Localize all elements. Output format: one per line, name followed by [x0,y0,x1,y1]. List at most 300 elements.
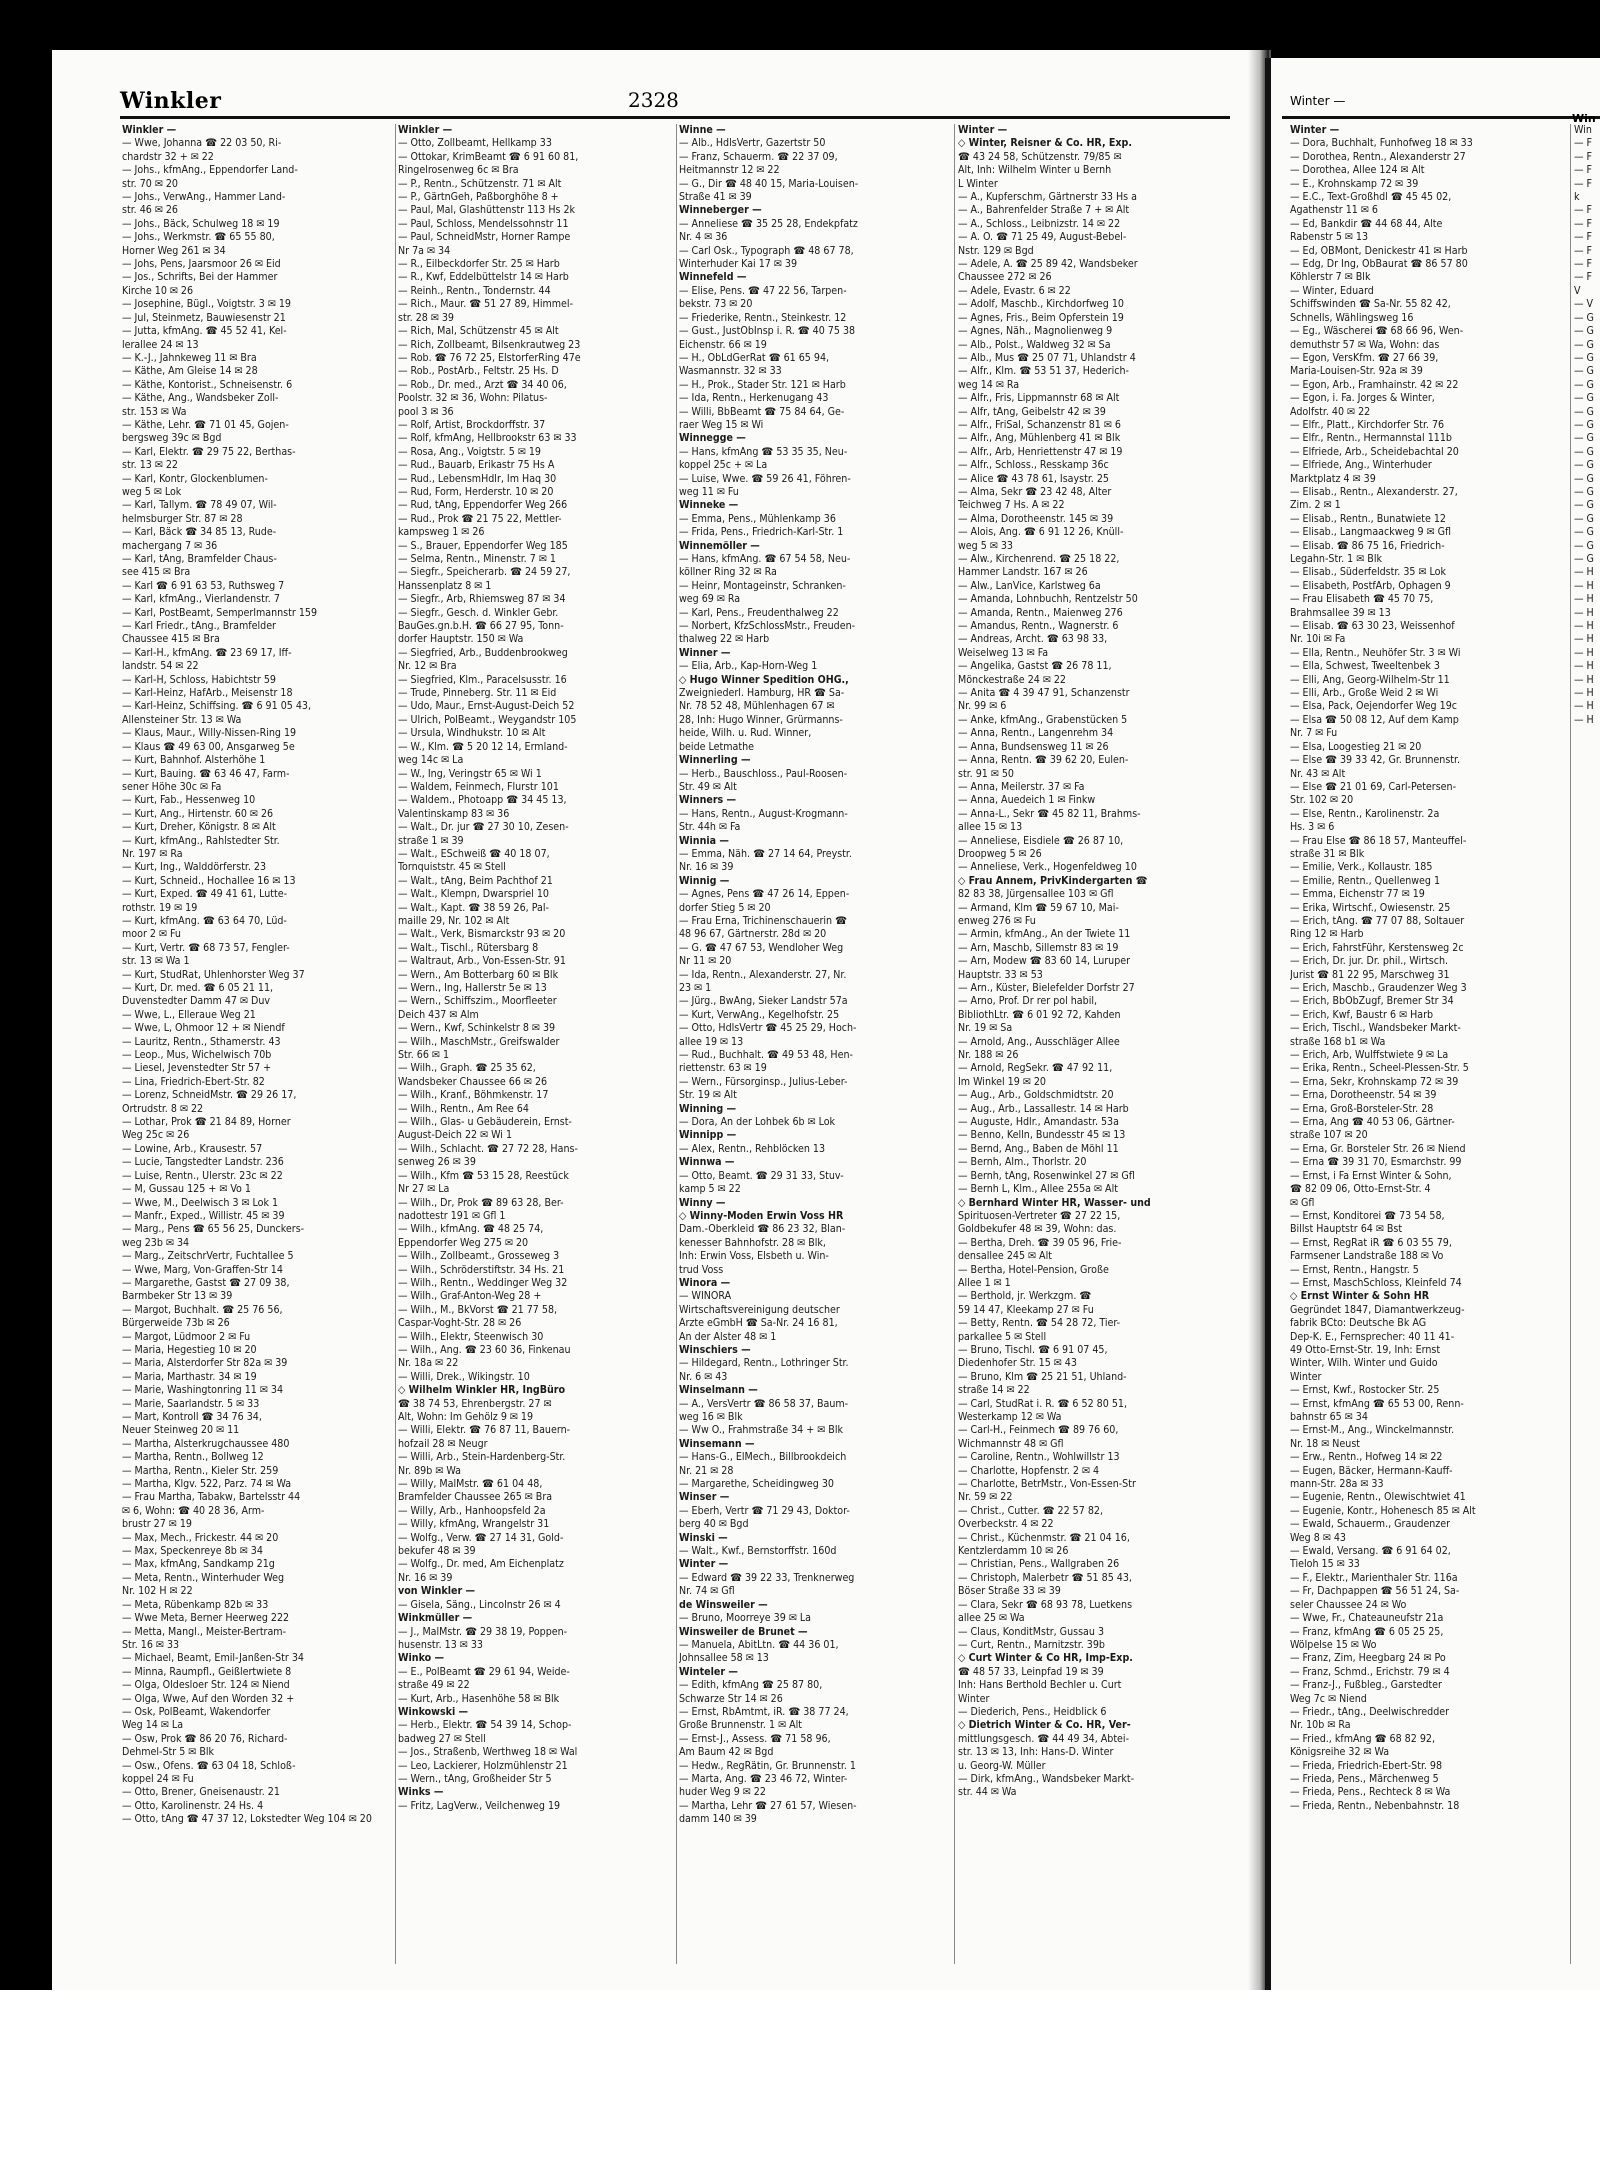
directory-entry-line: weg 5 ✉ Lok [122,485,182,498]
directory-entry-line: Winter — [1290,124,1340,136]
directory-entry-line: — Hedw., RegRätin, Gr. Brunnenstr. 1 [679,1759,856,1772]
directory-entry-line: — Kurt, VerwAng., Kegelhofstr. 25 [679,1008,840,1021]
directory-entry-line: — Egon, VersKfm. ☎ 27 66 39, [1290,351,1439,364]
directory-entry-line: — Erw., Rentn., Hofweg 14 ✉ 22 [1290,1451,1443,1464]
directory-entry-line: Diedenhofer Str. 15 ✉ 43 [958,1357,1077,1370]
directory-entry-line: — Kurt, Bahnhof. Alsterhöhe 1 [122,754,266,767]
directory-entry-line: — Bruno, Tischl. ☎ 6 91 07 45, [958,1343,1108,1356]
directory-entry-line: — Paul, Schloss, Mendelssohnstr 11 [398,217,569,230]
directory-entry-line: Nr. 197 ✉ Ra [122,847,183,860]
directory-entry-line: — Hans, kfmAng. ☎ 67 54 58, Neu- [679,553,851,565]
directory-entry-line: — Elisab. ☎ 86 75 16, Friedrich- [1290,539,1445,552]
directory-entry-line: Winko — [398,1652,445,1665]
directory-entry-line: de Winsweiler — [679,1598,768,1611]
directory-entry-line: — Frau Elisabeth ☎ 45 70 75, [1290,593,1434,606]
directory-entry-line: — G [1574,553,1594,565]
directory-entry-line: — Frieda, Friedrich-Ebert-Str. 98 [1290,1759,1443,1772]
directory-entry-line: Winsweiler de Brunet — [679,1625,808,1638]
directory-entry-line: — Ewald, Versang. ☎ 6 91 64 02, [1290,1545,1451,1558]
directory-entry-line: Am Baum 42 ✉ Bgd [679,1746,774,1759]
directory-entry-line: — Amandus, Rentn., Wagnerstr. 6 [958,620,1119,633]
directory-entry-line: — G., Dir ☎ 48 40 15, Maria-Louisen- [679,177,859,190]
directory-entry-line: — Wern., Kwf, Schinkelstr 8 ✉ 39 [398,1022,556,1035]
directory-entry-line: Winkmüller — [398,1612,473,1625]
directory-entry-line: machergang 7 ✉ 36 [122,539,218,552]
directory-entry-line: — Alw., Kirchenrend. ☎ 25 18 22, [958,553,1120,565]
page-title: Winkler [120,88,222,114]
directory-entry-line: bekstr. 73 ✉ 20 [679,298,753,311]
directory-entry-line: — Margot, Lüdmoor 2 ✉ Fu [122,1330,251,1343]
directory-entry-line: ✉ Gfl [1290,1196,1315,1209]
directory-entry-line: Marktplatz 4 ✉ 39 [1290,472,1376,485]
directory-entry-line: heide, Wilh. u. Rud. Winner, [679,727,812,740]
directory-entry-line: — Norbert, KfzSchlossMstr., Freuden- [679,620,856,633]
directory-entry-line: Agathenstr 11 ✉ 6 [1290,204,1378,217]
directory-entry-line: Weg 8 ✉ 43 [1290,1531,1346,1544]
directory-entry-line: Mönckestraße 24 ✉ 22 [958,673,1066,686]
directory-entry-line: — Reinh., Rentn., Tondernstr. 44 [398,284,551,297]
directory-entry-line: Nr 27 ✉ La [398,1183,450,1196]
directory-entry-line: koppel 24 ✉ Fu [122,1772,194,1785]
directory-entry-line: damm 140 ✉ 39 [679,1813,757,1826]
directory-entry-line: — Walt., Klempn, Dwarspriel 10 [398,888,549,901]
directory-entry-line: allee 19 ✉ 13 [679,1035,744,1048]
directory-entry-line: Winnerling — [679,754,751,767]
directory-entry-line: — Rob., PostArb., Feltstr. 25 Hs. D [398,365,559,378]
directory-entry-line: Maria-Louisen-Str. 92a ✉ 39 [1290,365,1423,378]
directory-entry-line: — Rud., Buchhalt. ☎ 49 53 48, Hen- [679,1049,853,1062]
directory-entry-line: — F., Elektr., Marienthaler Str. 116a [1290,1571,1458,1584]
directory-entry-line: — Karl Friedr., tAng., Bramfelder [122,620,276,633]
directory-entry-line: — Anna, Auedeich 1 ✉ Finkw [958,794,1096,807]
directory-entry-line: — Käthe, Ang., Wandsbeker Zoll- [122,392,279,405]
directory-entry-line: — Emma, Pens., Mühlenkamp 36 [679,512,836,525]
directory-entry-line: — Edith, kfmAng ☎ 25 87 80, [679,1679,823,1692]
directory-entry-line: Goldbekufer 48 ✉ 39, Wohn: das. [958,1223,1117,1236]
directory-entry-line: — Adele, A. ☎ 25 89 42, Wandsbeker [958,258,1138,271]
directory-entry-line: — Wolfg., Dr. med, Am Eichenplatz [398,1558,564,1571]
directory-entry-line: Wölpelse 15 ✉ Wo [1290,1638,1377,1651]
column-divider [395,124,396,1964]
directory-entry-line: — E.C., Text-Großhdl ☎ 45 45 02, [1290,191,1452,204]
directory-entry-line: — Johs, Pens, Jaarsmoor 26 ✉ Eid [122,258,281,271]
directory-entry-line: mann-Str. 28a ✉ 33 [1290,1478,1384,1491]
directory-entry-line: 59 14 47, Kleekamp 27 ✉ Fu [958,1303,1094,1316]
page-header [120,88,1220,114]
directory-entry-line: — Frieda, Rentn., Nebenbahnstr. 18 [1290,1799,1460,1812]
directory-entry-line: ◇ Frau Annem, PrivKindergarten ☎ [958,874,1148,887]
directory-entry-line: ☎ 82 09 06, Otto-Ernst-Str. 4 [1290,1183,1431,1196]
directory-entry-line: — Johs., Bäck, Schulweg 18 ✉ 19 [122,217,280,230]
directory-entry-line: — Alois, Ang. ☎ 6 91 12 26, Knüll- [958,526,1124,539]
directory-entry-line: str. 13 ✉ Wa 1 [122,955,190,968]
directory-entry-line: Winneke — [679,499,739,512]
directory-entry-line: — Luise, Rentn., Ulerstr. 23c ✉ 22 [122,1169,283,1182]
directory-entry-line: Duvenstedter Damm 47 ✉ Duv [122,995,271,1008]
directory-entry-line: brustr 27 ✉ 19 [122,1518,192,1531]
directory-entry-line: str. 91 ✉ 50 [958,767,1014,780]
directory-entry-line: chardstr 32 + ✉ 22 [122,150,214,163]
directory-entry-line: — Alice ☎ 43 78 61, Isaystr. 25 [958,472,1109,485]
directory-entry-line: — Eugenie, Rentn., Olewischtwiet 41 [1290,1491,1466,1504]
directory-entry-line: — Egon, Arb., Framhainstr. 42 ✉ 22 [1290,378,1459,391]
directory-entry-line: Kentzlerdamm 10 ✉ 26 [958,1545,1069,1558]
directory-entry-line: — Willi, Arb., Stein-Hardenberg-Str. [398,1451,566,1464]
directory-entry-line: — Dora, An der Lohbek 6b ✉ Lok [679,1116,836,1129]
directory-entry-line: — Kurt, Ing., Walddörferstr. 23 [122,861,267,874]
directory-entry-line: — Otto, Beamt. ☎ 29 31 33, Stuv- [679,1169,844,1182]
directory-entry-line: — Elfriede, Arb., Scheidebachtal 20 [1290,445,1459,458]
directory-entry-line: Hanssenplatz 8 ✉ 1 [398,579,492,592]
directory-entry-line: Nr 7a ✉ 34 [398,244,451,257]
directory-entry-line: — Martha, Klgv. 522, Parz. 74 ✉ Wa [122,1478,292,1491]
directory-entry-line: — Wilh., Rentn., Am Ree 64 [398,1102,529,1115]
directory-entry-line: Poolstr. 32 ✉ 36, Wohn: Pilatus- [398,392,548,405]
directory-entry-line: ◇ Dietrich Winter & Co. HR, Ver- [958,1719,1131,1732]
directory-entry-line: str. 13 ✉ 22 [122,459,178,472]
directory-entry-line: — Fried., kfmAng ☎ 68 82 92, [1290,1732,1435,1745]
directory-entry-line: Brahmsallee 39 ✉ 13 [1290,606,1391,619]
directory-entry-line: landstr. 54 ✉ 22 [122,660,199,673]
directory-entry-line: — Bernh, Alm., Thorlstr. 20 [958,1156,1087,1169]
directory-entry-line: Droopweg 5 ✉ 26 [958,847,1042,860]
directory-entry-line: — Bruno, Moorreye 39 ✉ La [679,1612,811,1625]
directory-entry-line: Winter, Wilh. Winter und Guido [1290,1357,1438,1370]
directory-entry-line: — Karl-Heinz, Schiffsing. ☎ 6 91 05 43, [122,700,311,713]
directory-entry-line: — Armin, kfmAng., An der Twiete 11 [958,928,1131,941]
directory-entry-line: — Johs., VerwAng., Hammer Land- [122,191,286,204]
directory-entry-line: — Ernst, Kwf., Rostocker Str. 25 [1290,1384,1440,1397]
directory-entry-line: — Erich, FahrstFühr, Kerstensweg 2c [1290,941,1464,954]
directory-entry-line: — Karl ☎ 6 91 63 53, Ruthsweg 7 [122,579,285,592]
directory-entry-line: — H [1574,566,1594,579]
directory-entry-line: — Otto, Karolinenstr. 24 Hs. 4 [122,1799,264,1812]
directory-entry-line: dorfer Hauptstr. 150 ✉ Wa [398,633,524,646]
directory-entry-line: — Alb., Mus ☎ 25 07 71, Uhlandstr 4 [958,351,1136,364]
directory-entry-line: — H [1574,593,1594,606]
directory-entry-line: Königsreihe 32 ✉ Wa [1290,1746,1390,1759]
directory-entry-line: — Willy, kfmAng, Wrangelstr 31 [398,1518,550,1531]
directory-entry-line: — Eugenie, Kontr., Hohenesch 85 ✉ Alt [1290,1504,1476,1517]
directory-entry-line: Billst Hauptstr 64 ✉ Bst [1290,1223,1403,1236]
directory-entry-line: — Willy, Arb., Hanhoopsfeld 2a [398,1504,546,1517]
directory-entry-line: — W., Klm. ☎ 5 20 12 14, Ermland- [398,740,568,753]
directory-entry-line: — Elisab., Rentn., Bunatwiete 12 [1290,512,1446,525]
directory-entry-line: Nr. 16 ✉ 39 [679,861,734,874]
directory-entry-line: — Alfr., FriSal, Schanzenstr 81 ✉ 6 [958,418,1121,431]
directory-entry-line: — Wilh., Ang. ☎ 23 60 36, Finkenau [398,1343,571,1356]
directory-entry-line: — Eberh, Vertr ☎ 71 29 43, Doktor- [679,1504,850,1517]
directory-entry-line: — Fritz, LagVerw., Veilchenweg 19 [398,1799,561,1812]
directory-entry-line: — Elli, Ang, Georg-Wilhelm-Str 11 [1290,673,1450,686]
directory-entry-line: — Lauritz, Rentn., Sthamerstr. 43 [122,1035,281,1048]
directory-entry-line: — Willi, Drek., Wikingstr. 10 [398,1370,530,1383]
directory-entry-line: — Lothar, Prok ☎ 21 84 89, Horner [122,1116,291,1129]
directory-entry-line: — G [1574,472,1594,485]
directory-entry-line: — Herb., Elektr. ☎ 54 39 14, Schop- [398,1719,572,1732]
directory-entry-line: — Rolf, kfmAng, Hellbrookstr 63 ✉ 33 [398,432,577,445]
directory-entry-line: Köhlerstr 7 ✉ Blk [1290,271,1371,284]
directory-entry-line: — Arn, Modew ☎ 83 60 14, Luruper [958,955,1131,968]
directory-entry-line: — Rob., Dr. med., Arzt ☎ 34 40 06, [398,378,567,391]
directory-entry-line: straße 1 ✉ 39 [398,834,464,847]
directory-entry-line: rothstr. 19 ✉ 19 [122,901,198,914]
directory-entry-line: — G [1574,392,1594,405]
directory-entry-line: Nr. 74 ✉ Gfl [679,1585,735,1598]
directory-entry-line: Nr. 21 ✉ 28 [679,1464,734,1477]
directory-entry-line: bergsweg 39c ✉ Bgd [122,432,222,445]
directory-entry-line: ◇ Winter, Reisner & Co. HR, Exp. [958,137,1132,150]
directory-entry-line: — Carl Osk., Typograph ☎ 48 67 78, [679,244,854,257]
directory-entry-line: — H [1574,646,1594,659]
directory-entry-line: — Elfriede, Ang., Winterhuder [1290,459,1432,472]
directory-entry-line: — Edward ☎ 39 22 33, Trenknerweg [679,1571,855,1584]
directory-entry-line: — Berthold, jr. Werkzgm. ☎ [958,1290,1092,1303]
directory-entry-line: Nr. 10i ✉ Fa [1290,633,1346,646]
directory-entry-line: Heitmannstr 12 ✉ 22 [679,164,780,177]
directory-entry-line: — Karl, Tallym. ☎ 78 49 07, Wil- [122,499,277,512]
directory-entry-line: — Friedr., tAng., Deelwischredder [1290,1705,1450,1718]
directory-entry-line: — Herb., Bauschloss., Paul-Roosen- [679,767,848,780]
right-page-edge-heading: Win [1572,112,1596,125]
directory-entry-line: — K.-J., Jahnkeweg 11 ✉ Bra [122,351,257,364]
directory-entry-line: Bramfelder Chaussee 265 ✉ Bra [398,1491,553,1504]
directory-entry-line: str. 28 ✉ 39 [398,311,454,324]
directory-entry-line: — F [1574,271,1593,284]
directory-entry-line: — Winter, Eduard [1290,284,1374,297]
directory-entry-line: — Wern., tAng, Großheider Str 5 [398,1772,552,1785]
directory-entry-line: fabrik BCto: Deutsche Bk AG [1290,1317,1427,1330]
directory-entry-line: Winny — [679,1196,726,1209]
directory-entry-line: Nr. 18 ✉ Neust [1290,1437,1361,1450]
directory-entry-line: Allee 1 ✉ 1 [958,1276,1011,1289]
directory-entry-line: — Erna, Gr. Borsteler Str. 26 ✉ Niend [1290,1142,1466,1155]
directory-entry-line: — Emilie, Rentn., Quellenweg 1 [1290,874,1441,887]
directory-entry-line: von Winkler — [398,1585,476,1598]
directory-entry-line: — Rich, Zollbeamt, Bilsenkrautweg 23 [398,338,581,351]
directory-entry-line: — Kurt, kfmAng., Rahlstedter Str. [122,834,280,847]
directory-entry-line: Jurist ☎ 81 22 95, Marschweg 31 [1290,968,1450,981]
directory-entry-line: — Ursula, Windhukstr. 10 ✉ Alt [398,727,546,740]
directory-entry-line: demuthstr 57 ✉ Wa, Wohn: das [1290,338,1440,351]
directory-entry-line: — Ella, Schwest, Tweeltenbek 3 [1290,660,1440,673]
directory-entry-line: — Rolf, Artist, Brockdorffstr. 37 [398,418,546,431]
directory-entry-line: huder Weg 9 ✉ 22 [679,1786,766,1799]
directory-entry-line: Nr. 16 ✉ 39 [398,1571,453,1584]
directory-entry-line: Dep-K. E., Fernsprecher: 40 11 41- [1290,1330,1455,1343]
directory-entry-line: Str. 102 ✉ 20 [1290,794,1354,807]
directory-entry-line: Ring 12 ✉ Harb [1290,928,1364,941]
directory-entry-line: — Arnold, RegSekr. ☎ 47 92 11, [958,1062,1113,1075]
directory-entry-line: — Leop., Mus, Wichelwisch 70b [122,1049,272,1062]
directory-entry-line: — Siegfr., Speicherarb. ☎ 24 59 27, [398,566,571,579]
directory-entry-line: maille 29, Nr. 102 ✉ Alt [398,914,510,927]
directory-entry-line: — Willi, BbBeamt ☎ 75 84 64, Ge- [679,405,845,418]
directory-entry-line: — Kurt, Schneid., Hochallee 16 ✉ 13 [122,874,296,887]
directory-entry-line: Zim. 2 ✉ 1 [1290,499,1341,512]
directory-entry-line: — Arn., Küster, Bielefelder Dorfstr 27 [958,982,1135,994]
directory-entry-line: — Lina, Friedrich-Ebert-Str. 82 [122,1075,265,1088]
directory-entry-line: — Marta, Ang. ☎ 23 46 72, Winter- [679,1772,848,1785]
directory-entry-line: — Frau Else ☎ 86 18 57, Manteuffel- [1290,834,1467,847]
scan-border-left [0,0,52,1990]
directory-entry-line: u. Georg-W. Müller [958,1759,1046,1772]
directory-entry-line: Winners — [679,794,737,807]
directory-entry-line: senweg 26 ✉ 39 [398,1156,476,1169]
column-divider [1570,124,1571,1964]
directory-entry-line: Alt, Inh: Wilhelm Winter u Bernh [958,164,1112,177]
directory-entry-line: — F [1574,258,1593,271]
directory-entry-line: — H [1574,673,1594,686]
header-rule-right [1282,116,1600,119]
directory-entry-line: — G [1574,485,1594,498]
directory-entry-line: — Adolf, Maschb., Kirchdorfweg 10 [958,298,1124,311]
directory-entry-line: — Jürg., BwAng, Sieker Landstr 57a [679,995,848,1008]
directory-entry-line: see 415 ✉ Bra [122,566,191,579]
directory-entry-line: — R., Eilbeckdorfer Str. 25 ✉ Harb [398,258,560,271]
directory-entry-line: Nr. 43 ✉ Alt [1290,767,1346,780]
directory-entry-line: — Liesel, Jevenstedter Str 57 + [122,1062,272,1075]
directory-entry-line: — Wilh., Dr, Prok ☎ 89 63 28, Ber- [398,1196,564,1209]
directory-entry-line: — Karl-H., kfmAng. ☎ 23 69 17, Iff- [122,646,292,659]
directory-column-6-partial [1574,124,1600,1964]
directory-entry-line: Winnia — [679,834,729,847]
directory-entry-line: — Martha, Alsterkrugchaussee 480 [122,1437,290,1450]
directory-entry-line: — Angelika, Gastst ☎ 26 78 11, [958,660,1112,673]
directory-entry-line: Inh: Erwin Voss, Elsbeth u. Win- [679,1250,829,1263]
directory-entry-line: — P., Rentn., Schützenstr. 71 ✉ Alt [398,177,562,190]
directory-entry-line: — Alw., LanVice, Karlstweg 6a [958,579,1101,592]
directory-entry-line: — G [1574,539,1594,552]
directory-entry-line: — Arno, Prof. Dr rer pol habil, [958,995,1098,1008]
directory-entry-line: — Anita ☎ 4 39 47 91, Schanzenstr [958,687,1130,700]
directory-entry-line: BauGes.gn.b.H. ☎ 66 27 95, Tonn- [398,620,564,633]
directory-entry-line: Winser — [679,1491,730,1504]
directory-entry-line: — Anneliese ☎ 35 25 28, Endekpfatz [679,217,858,230]
directory-entry-line: — Dirk, kfmAng., Wandsbeker Markt- [958,1772,1135,1785]
directory-column-1 [122,124,392,1964]
directory-entry-line: — Anna, Rentn. ☎ 39 62 20, Eulen- [958,754,1129,767]
directory-entry-line: Hammer Landstr. 167 ✉ 26 [958,566,1088,579]
directory-column-3 [679,124,951,1964]
directory-entry-line: — G [1574,499,1594,512]
directory-entry-line: — Kurt, Exped. ☎ 49 41 61, Lutte- [122,888,288,901]
directory-entry-line: Hauptstr. 33 ✉ 53 [958,968,1043,981]
directory-entry-line: — Osw, Prok ☎ 86 20 76, Richard- [122,1732,288,1745]
directory-entry-line: riettenstr. 63 ✉ 19 [679,1062,767,1075]
directory-entry-line: Hs. 3 ✉ 6 [1290,821,1335,834]
directory-entry-line: — Curt, Rentn., Marnitzstr. 39b [958,1638,1105,1651]
directory-entry-line: — Elfr., Rentn., Hermannstal 111b [1290,432,1452,445]
directory-entry-line: — S., Brauer, Eppendorfer Weg 185 [398,539,568,552]
directory-entry-line: — Kurt, kfmAng. ☎ 63 64 70, Lüd- [122,914,287,927]
directory-entry-line: — A. O. ☎ 71 25 49, August-Bebel- [958,231,1127,244]
directory-entry-line: Deich 437 ✉ Alm [398,1008,479,1021]
directory-entry-line: — Anneliese, Verk., Hogenfeldweg 10 [958,861,1137,874]
directory-entry-line: V [1574,284,1581,297]
directory-entry-line: badweg 27 ✉ Stell [398,1732,486,1745]
directory-entry-line: Im Winkel 19 ✉ 20 [958,1075,1046,1088]
directory-entry-line: — Siegfried, Klm., Paracelsusstr. 16 [398,673,567,686]
directory-entry-line: Teichweg 7 Hs. A ✉ 22 [958,499,1065,512]
directory-entry-line: — Luise, Wwe. ☎ 59 26 41, Föhren- [679,472,851,485]
directory-entry-line: — Rud, Form, Herderstr. 10 ✉ 20 [398,485,554,498]
directory-entry-line: 23 ✉ 1 [679,982,712,994]
directory-entry-line: — WINORA [679,1290,732,1303]
directory-entry-line: — Bernh L, Klm., Allee 255a ✉ Alt [958,1183,1118,1196]
directory-entry-line: — Emilie, Verk., Kollaustr. 185 [1290,861,1433,874]
directory-entry-line: berg 40 ✉ Bgd [679,1518,749,1531]
directory-entry-line: — Manuela, AbitLtn. ☎ 44 36 01, [679,1638,839,1651]
directory-entry-line: — Elli, Arb., Große Weid 2 ✉ Wi [1290,687,1439,700]
directory-entry-line: Straße 41 ✉ 39 [679,191,752,204]
directory-entry-line: — H [1574,660,1594,673]
directory-entry-line: — F [1574,137,1593,150]
directory-entry-line: Eppendorfer Weg 275 ✉ 20 [398,1236,529,1249]
directory-entry-line: L Winter [958,177,998,190]
directory-entry-line: — Jutta, kfmAng. ☎ 45 52 41, Kel- [122,325,287,338]
directory-entry-line: — Wilh., Glas- u Gebäuderein, Ernst- [398,1116,572,1129]
directory-entry-line: Bürgerweide 73b ✉ 26 [122,1317,230,1330]
directory-entry-line: Winter — [679,1558,729,1571]
directory-entry-line: — Otto, HdlsVertr ☎ 45 25 29, Hoch- [679,1022,857,1035]
directory-entry-line: kenesser Bahnhofstr. 28 ✉ Blk, [679,1236,826,1249]
directory-entry-line: 49 Otto-Ernst-Str. 19, Inh: Ernst [1290,1343,1441,1356]
directory-entry-line: — Trude, Pinneberg. Str. 11 ✉ Eid [398,687,557,700]
directory-entry-line: — Erna ☎ 39 31 70, Esmarchstr. 99 [1290,1156,1462,1169]
directory-entry-line: — Wern., Fürsorginsp., Julius-Leber- [679,1075,848,1088]
directory-entry-line: — A., Kupferschm, Gärtnerstr 33 Hs a [958,191,1137,204]
directory-entry-line: Weg 7c ✉ Niend [1290,1692,1367,1705]
directory-entry-line: — Ernst, MaschSchloss, Kleinfeld 74 [1290,1276,1462,1289]
directory-entry-line: — Frida, Pens., Friedrich-Karl-Str. 1 [679,526,844,539]
directory-entry-line: Nr. 7 ✉ Fu [1290,727,1338,740]
directory-entry-line: helmsburger Str. 87 ✉ 28 [122,512,243,525]
directory-entry-line: — Manfr., Exped., Willistr. 45 ✉ 39 [122,1209,285,1222]
directory-entry-line: — Walt., Kwf., Bernstorffstr. 160d [679,1545,837,1558]
directory-entry-line: — G. ☎ 47 67 53, Wendloher Weg [679,941,844,954]
directory-entry-line: — Ernst-J., Assess. ☎ 71 58 96, [679,1732,831,1745]
directory-entry-line: — Elsa, Loogestieg 21 ✉ 20 [1290,740,1422,753]
directory-entry-line: Nr. 59 ✉ 22 [958,1491,1013,1504]
directory-entry-line: bekufer 48 ✉ 39 [398,1545,476,1558]
directory-entry-line: BibliothLtr. ☎ 6 01 92 72, Kahden [958,1008,1121,1021]
directory-entry-line: weg 14c ✉ La [398,754,464,767]
directory-entry-line: — G [1574,378,1594,391]
directory-entry-line: Barmbeker Str 13 ✉ 39 [122,1290,233,1303]
directory-entry-line: — Martha, Rentn., Kieler Str. 259 [122,1464,279,1477]
directory-entry-line: — Alfr., Klm. ☎ 53 51 37, Hederich- [958,365,1129,378]
directory-entry-line: — Paul, Mal, Glashüttenstr 113 Hs 2k [398,204,576,217]
directory-entry-line: — G [1574,365,1594,378]
directory-entry-line: — Olga, Oldesloer Str. 124 ✉ Niend [122,1679,290,1692]
directory-entry-line: — Waldem., Photoapp ☎ 34 45 13, [398,794,567,807]
directory-entry-line: — Anna-L., Sekr ☎ 45 82 11, Brahms- [958,807,1141,820]
directory-entry-line: — Ernst, RegRat iR ☎ 6 03 55 79, [1290,1236,1452,1249]
directory-entry-line: — F [1574,244,1593,257]
directory-entry-line: — Agnes, Näh., Magnolienweg 9 [958,325,1113,338]
directory-entry-line: weg 5 ✉ 33 [958,539,1013,552]
directory-entry-line: — Udo, Maur., Ernst-August-Deich 52 [398,700,575,713]
directory-entry-line: Große Brunnenstr. 1 ✉ Alt [679,1719,802,1732]
directory-entry-line: — Jul, Steinmetz, Bauwiesenstr 21 [122,311,286,324]
directory-entry-line: — Else, Rentn., Karolinenstr. 2a [1290,807,1440,820]
directory-entry-line: — Franz-J., Fußbleg., Garstedter [1290,1679,1442,1692]
directory-entry-line: — Max, kfmAng, Sandkamp 21g [122,1558,275,1571]
directory-entry-line: — Frieda, Pens., Rechteck 8 ✉ Wa [1290,1786,1451,1799]
directory-entry-line: — Erich, Kwf, Baustr 6 ✉ Harb [1290,1008,1434,1021]
directory-entry-line: — Walt., Tischl., Rütersbarg 8 [398,941,539,954]
